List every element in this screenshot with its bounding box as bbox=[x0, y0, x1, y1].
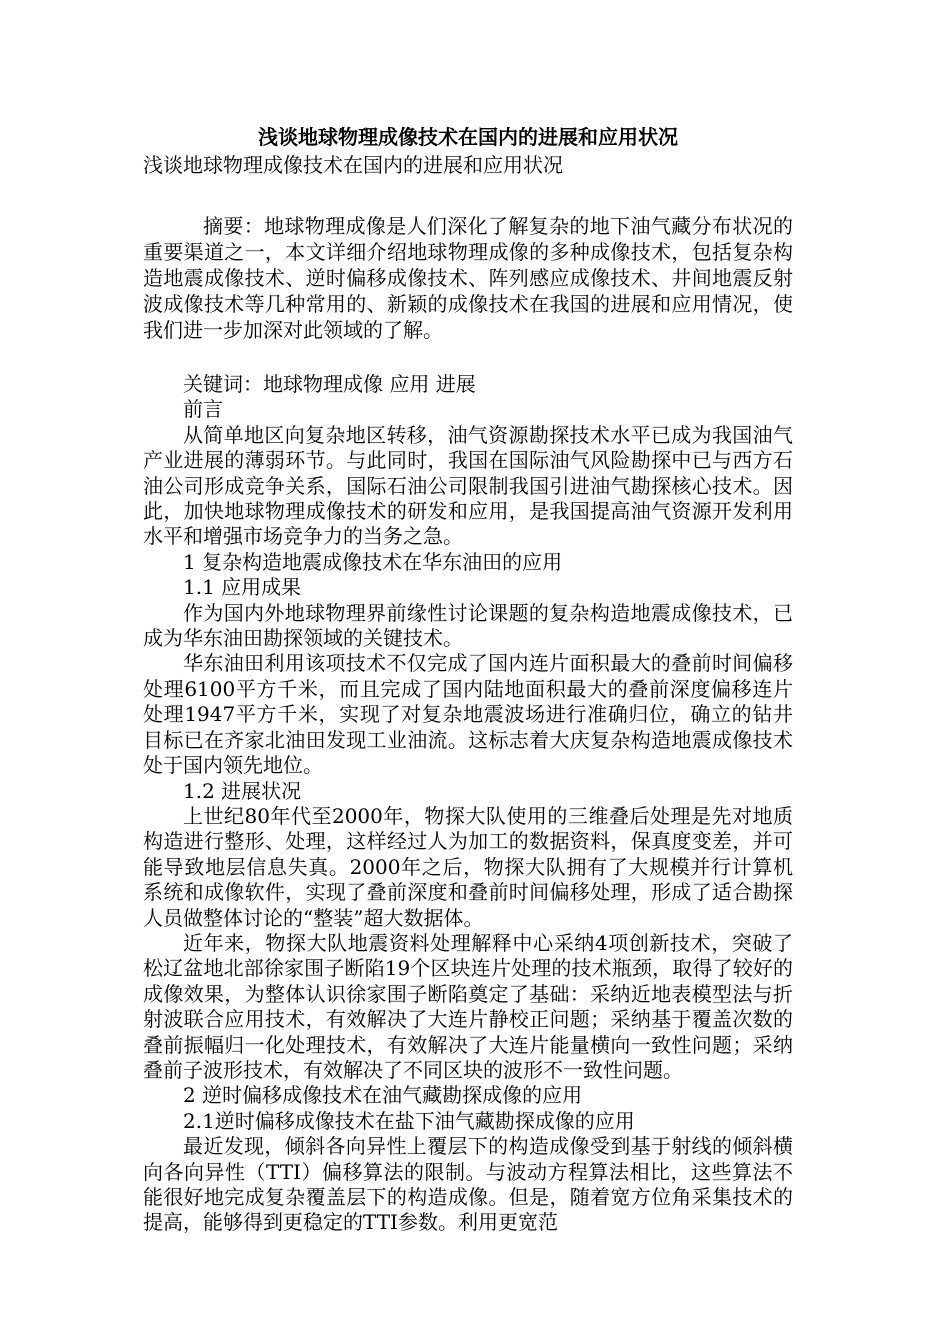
document-page bbox=[143, 122, 793, 1236]
spacer bbox=[143, 178, 793, 213]
section-1-1-paragraph-1: 作为国内外地球物理界前缘性讨论课题的复杂构造地震成像技术，已成为华东油田勘探领域的关键技术。 bbox=[143, 600, 793, 651]
document-title: 浅谈地球物理成像技术在国内的进展和应用状况 bbox=[258, 125, 678, 149]
section-1-1-heading: 1.1 应用成果 bbox=[183, 575, 302, 600]
preface-paragraph: 从简单地区向复杂地区转移，油气资源勘探技术水平已成为我国油气产业进展的薄弱环节。与此同时，我国在国际油气风险勘探中已与西方石油公司形成竞争关系，国际石油公司限制我国引进油气勘探核心技术。因此，加快地球物理成像技术的研发和应用，是我国提高油气资源开发利用水平和增强市场竞争力的当务之急。 bbox=[143, 422, 793, 549]
section-1-2-paragraph-2: 近年来，物探大队地震资料处理解释中心采纳4项创新技术，突破了松辽盆地北部徐家围子断陷19个区块连片处理的技术瓶颈，取得了较好的成像效果，为整体认识徐家围子断陷奠定了基础：采纳近地表模型法与折射波联合应用技术，有效解决了大连片静校正问题；采纳基于覆盖次数的叠前振幅归一化处理技术，有效解决了大连片能量横向一致性问题；采纳叠前子波形技术，有效解决了不同区块的波形不一致性问题。 bbox=[143, 930, 793, 1082]
spacer bbox=[143, 343, 793, 372]
section-1-1-paragraph-2: 华东油田利用该项技术不仅完成了国内连片面积最大的叠前时间偏移处理6100平方千米，而且完成了国内陆地面积最大的叠前深度偏移连片处理1947平方千米，实现了对复杂地震波场进行准确归位，确立的钻井目标已在齐家北油田发现工业油流。这标志着大庆复杂构造地震成像技术处于国内领先地位。 bbox=[143, 651, 793, 778]
section-1-heading: 1 复杂构造地震成像技术在华东油田的应用 bbox=[183, 549, 563, 574]
section-2-heading: 2 逆时偏移成像技术在油气藏勘探成像的应用 bbox=[183, 1083, 583, 1108]
section-1-2-heading: 1.2 进展状况 bbox=[183, 778, 302, 803]
document-subtitle: 浅谈地球物理成像技术在国内的进展和应用状况 bbox=[143, 153, 563, 177]
abstract-paragraph: 摘要：地球物理成像是人们深化了解复杂的地下油气藏分布状况的重要渠道之一，本文详细介绍地球物理成像的多种成像技术，包括复杂构造地震成像技术、逆时偏移成像技术、阵列感应成像技术、井间地震反射波成像技术等几种常用的、新颖的成像技术在我国的进展和应用情况，使我们进一步加深对此领域的了解。 bbox=[143, 214, 793, 342]
preface-heading: 前言 bbox=[183, 397, 223, 422]
section-2-1-heading: 2.1逆时偏移成像技术在盐下油气藏勘探成像的应用 bbox=[183, 1108, 635, 1133]
section-2-1-paragraph-1: 最近发现，倾斜各向异性上覆层下的构造成像受到基于射线的倾斜横向各向异性（TTI）偏移算法的限制。与波动方程算法相比，这些算法不能很好地完成复杂覆盖层下的构造成像。但是，随着宽方位角采集技术的提高，能够得到更稳定的TTI参数。利用更宽范 bbox=[143, 1134, 793, 1235]
keywords-line: 关键词：地球物理成像 应用 进展 bbox=[183, 372, 476, 396]
section-1-2-paragraph-1: 上世纪80年代至2000年，物探大队使用的三维叠后处理是先对地质构造进行整形、处理，这样经过人为加工的数据资料，保真度变差，并可能导致地层信息失真。2000年之后，物探大队拥有了大规模并行计算机系统和成像软件，实现了叠前深度和叠前时间偏移处理，形成了适合勘探人员做整体讨论的“整装”超大数据体。 bbox=[143, 803, 793, 930]
